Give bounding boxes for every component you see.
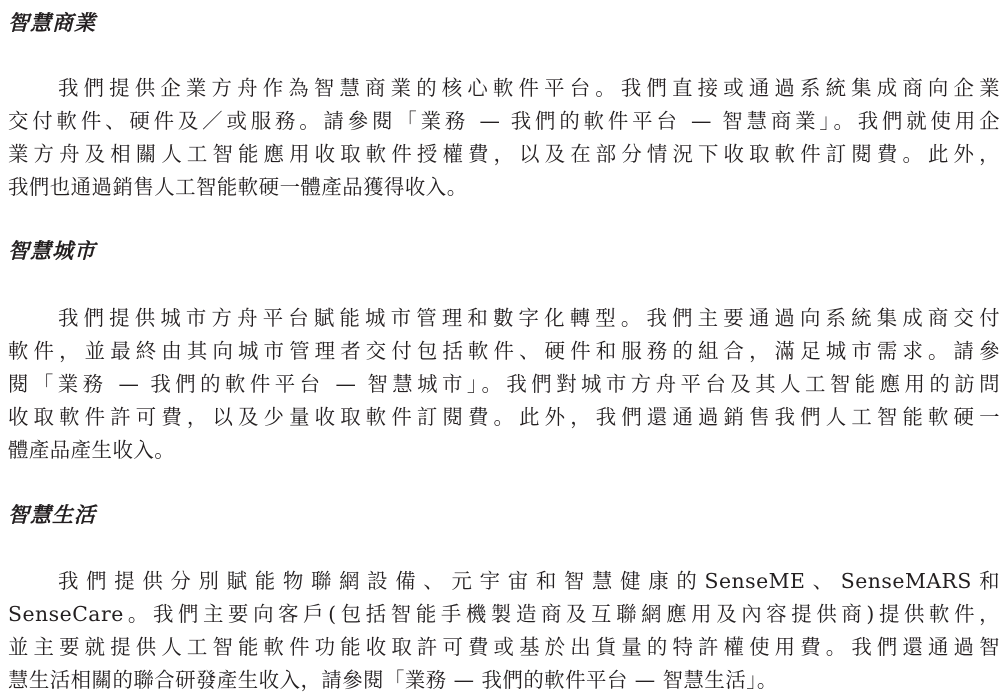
paragraph-line: SenseCare。我們主要向客戶(包括智能手機製造商及互聯網應用及內容提供商)提供軟件， <box>8 602 1000 626</box>
paragraph-line: 我們提供企業方舟作為智慧商業的核心軟件平台。我們直接或通過系統集成商向企業 <box>58 76 1000 100</box>
paragraph-line: 軟件，並最終由其向城市管理者交付包括軟件、硬件和服務的組合，滿足城市需求。請參 <box>8 339 1000 363</box>
paragraph-line: 我們也通過銷售人工智能軟硬一體產品獲得收入。 <box>8 175 468 199</box>
paragraph-line: 慧生活相關的聯合研發產生收入，請參閱「業務 — 我們的軟件平台 — 智慧生活」。 <box>8 668 778 692</box>
section-heading-smart-business: 智慧商業 <box>8 10 96 35</box>
section-paragraph-smart-business <box>8 72 1000 204</box>
paragraph-line: 並主要就提供人工智能軟件功能收取許可費或基於出貨量的特許權使用費。我們還通過智 <box>8 635 1000 659</box>
paragraph-line: 體產品產生收入。 <box>8 438 176 462</box>
paragraph-line: 收取軟件許可費，以及少量收取軟件訂閱費。此外，我們還通過銷售我們人工智能軟硬一 <box>8 405 1000 429</box>
section-heading-smart-life: 智慧生活 <box>8 502 96 527</box>
paragraph-line: 業方舟及相關人工智能應用收取軟件授權費，以及在部分情況下收取軟件訂閱費。此外， <box>8 142 1000 166</box>
section-paragraph-smart-city <box>8 302 1000 467</box>
paragraph-line: 交付軟件、硬件及／或服務。請參閱「業務 — 我們的軟件平台 — 智慧商業」。我們就使用企 <box>8 109 1000 133</box>
paragraph-line: 我們提供城市方舟平台賦能城市管理和數字化轉型。我們主要通過向系統集成商交付 <box>58 306 1000 330</box>
section-paragraph-smart-life <box>8 565 1000 697</box>
paragraph-line: 我們提供分別賦能物聯網設備、元宇宙和智慧健康的SenseME、SenseMARS和 <box>58 569 1000 593</box>
section-heading-smart-city: 智慧城市 <box>8 238 96 263</box>
paragraph-line: 閱「業務 — 我們的軟件平台 — 智慧城市」。我們對城市方舟平台及其人工智能應用的訪問 <box>8 372 1000 396</box>
